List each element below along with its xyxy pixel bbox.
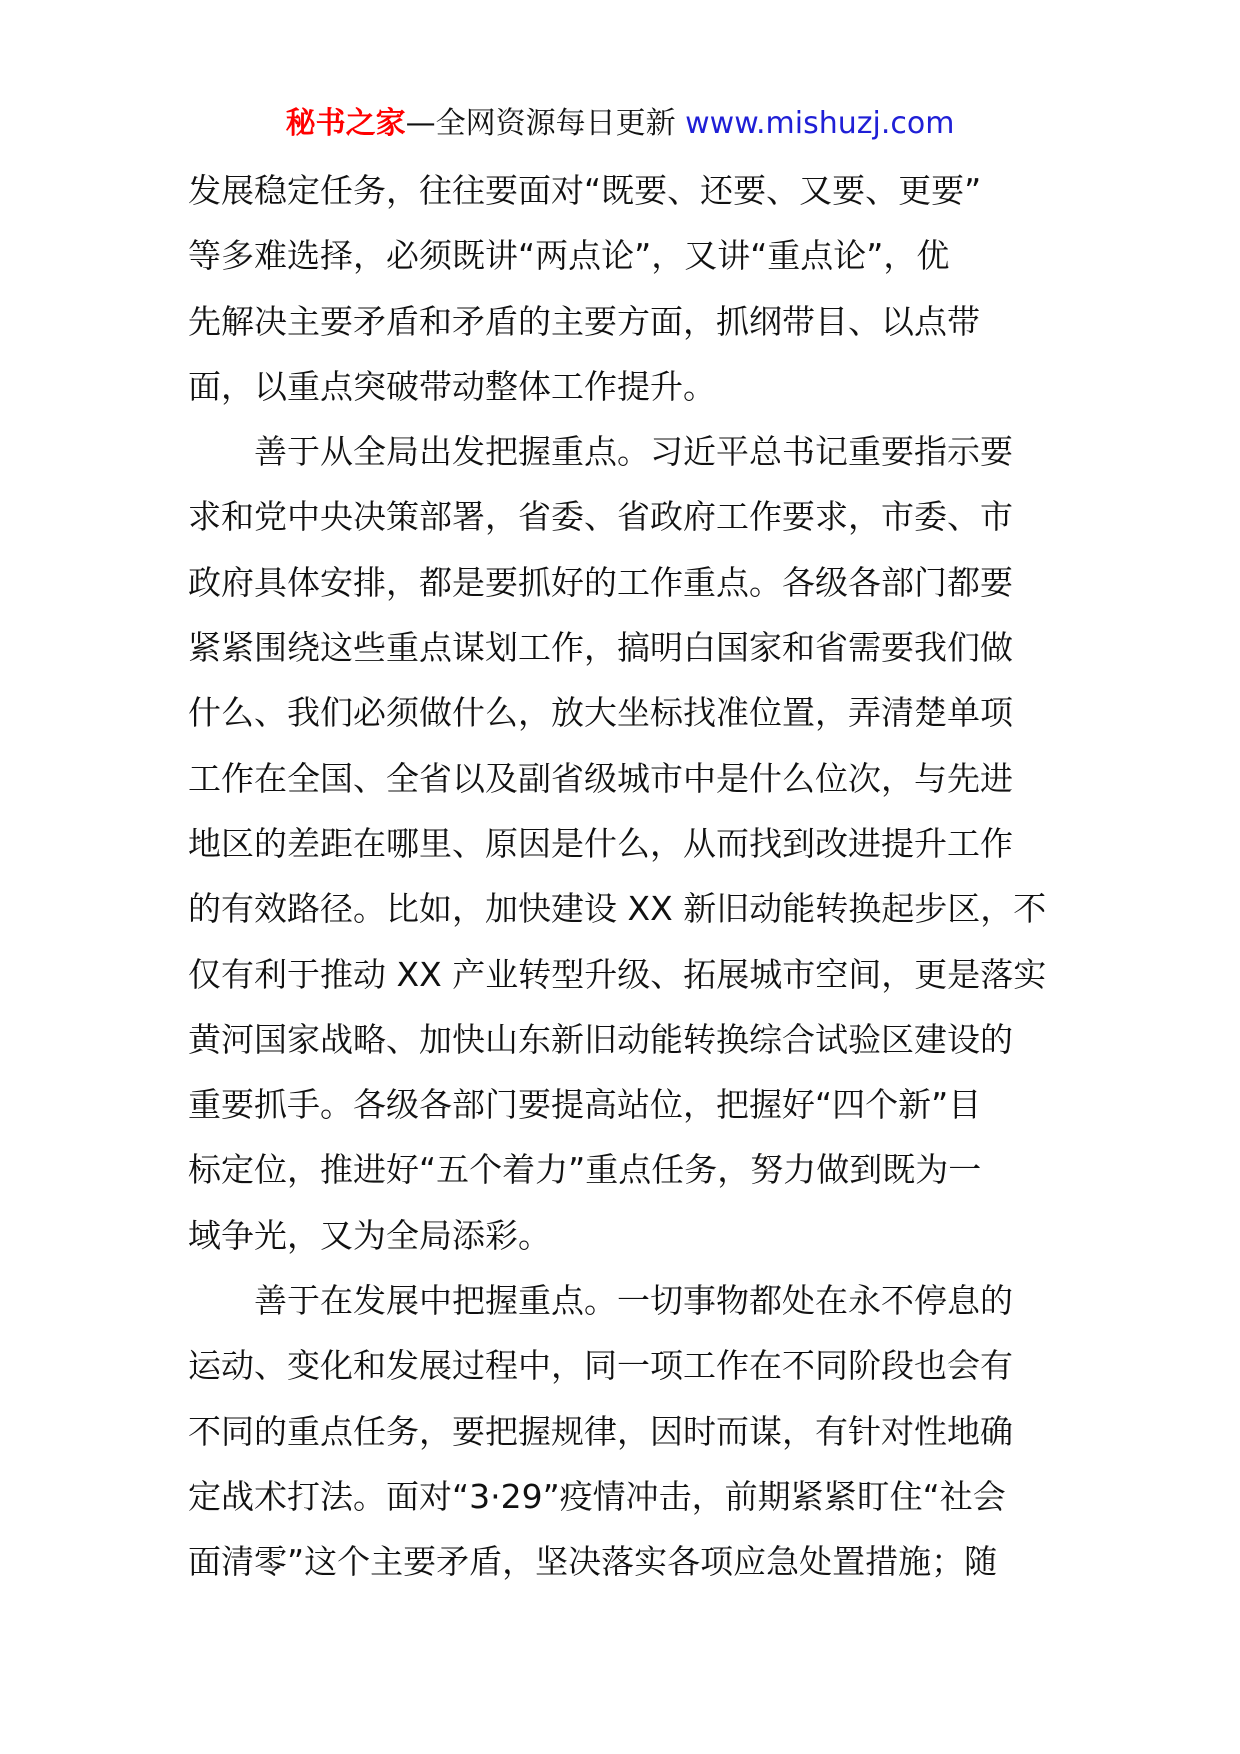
site-brand: 秘书之家 bbox=[285, 106, 406, 141]
site-header bbox=[0, 102, 1240, 146]
text-line: 发展稳定任务，往往要面对“既要、还要、又要、更要” bbox=[188, 171, 982, 210]
site-tagline: —全网资源每日更新 bbox=[405, 106, 676, 141]
text-line: 的有效路径。比如，加快建设 XX 新旧动能转换起步区，不 bbox=[188, 889, 1047, 929]
text-line: 地区的差距在哪里、原因是什么，从而找到改进提升工作 bbox=[188, 823, 1013, 863]
text-line: 重要抓手。各级各部门要提高站位，把握好“四个新”目 bbox=[188, 1085, 982, 1125]
text-line: 善于从全局出发把握重点。习近平总书记重要指示要 bbox=[254, 432, 1013, 472]
text-line: 善于在发展中把握重点。一切事物都处在永不停息的 bbox=[254, 1281, 1013, 1321]
text-line: 什么、我们必须做什么，放大坐标找准位置，弄清楚单项 bbox=[188, 693, 1013, 733]
text-line: 先解决主要矛盾和矛盾的主要方面，抓纲带目、以点带 bbox=[188, 301, 980, 341]
paragraph-global-focus bbox=[188, 419, 1064, 1268]
text-line: 求和党中央决策部署，省委、省政府工作要求，市委、市 bbox=[188, 497, 1013, 537]
text-line: 标定位，推进好“五个着力”重点任务，努力做到既为一 bbox=[188, 1150, 982, 1190]
text-line: 不同的重点任务，要把握规律，因时而谋，有针对性地确 bbox=[188, 1411, 1013, 1451]
text-line: 仅有利于推动 XX 产业转型升级、拓展城市空间，更是落实 bbox=[188, 954, 1047, 994]
text-line: 面清零”这个主要矛盾，坚决落实各项应急处置措施；随 bbox=[188, 1542, 998, 1582]
paragraph-continuation bbox=[188, 158, 1064, 419]
text-line: 域争光，又为全局添彩。 bbox=[188, 1215, 551, 1255]
text-line: 面，以重点突破带动整体工作提升。 bbox=[188, 366, 716, 406]
text-line: 等多难选择，必须既讲“两点论”，又讲“重点论”，优 bbox=[188, 236, 950, 276]
text-line: 黄河国家战略、加快山东新旧动能转换综合试验区建设的 bbox=[188, 1019, 1013, 1059]
site-url-link[interactable]: www.mishuzj.com bbox=[685, 106, 955, 141]
document-body bbox=[188, 158, 1064, 1595]
text-line: 政府具体安排，都是要抓好的工作重点。各级各部门都要 bbox=[188, 562, 1013, 602]
text-line: 定战术打法。面对“3·29”疫情冲击，前期紧紧盯住“社会 bbox=[188, 1476, 1006, 1516]
text-line: 运动、变化和发展过程中，同一项工作在不同阶段也会有 bbox=[188, 1346, 1013, 1386]
text-line: 工作在全国、全省以及副省级城市中是什么位次，与先进 bbox=[188, 758, 1013, 798]
paragraph-development-focus bbox=[188, 1268, 1064, 1594]
text-line: 紧紧围绕这些重点谋划工作，搞明白国家和省需要我们做 bbox=[188, 628, 1013, 668]
